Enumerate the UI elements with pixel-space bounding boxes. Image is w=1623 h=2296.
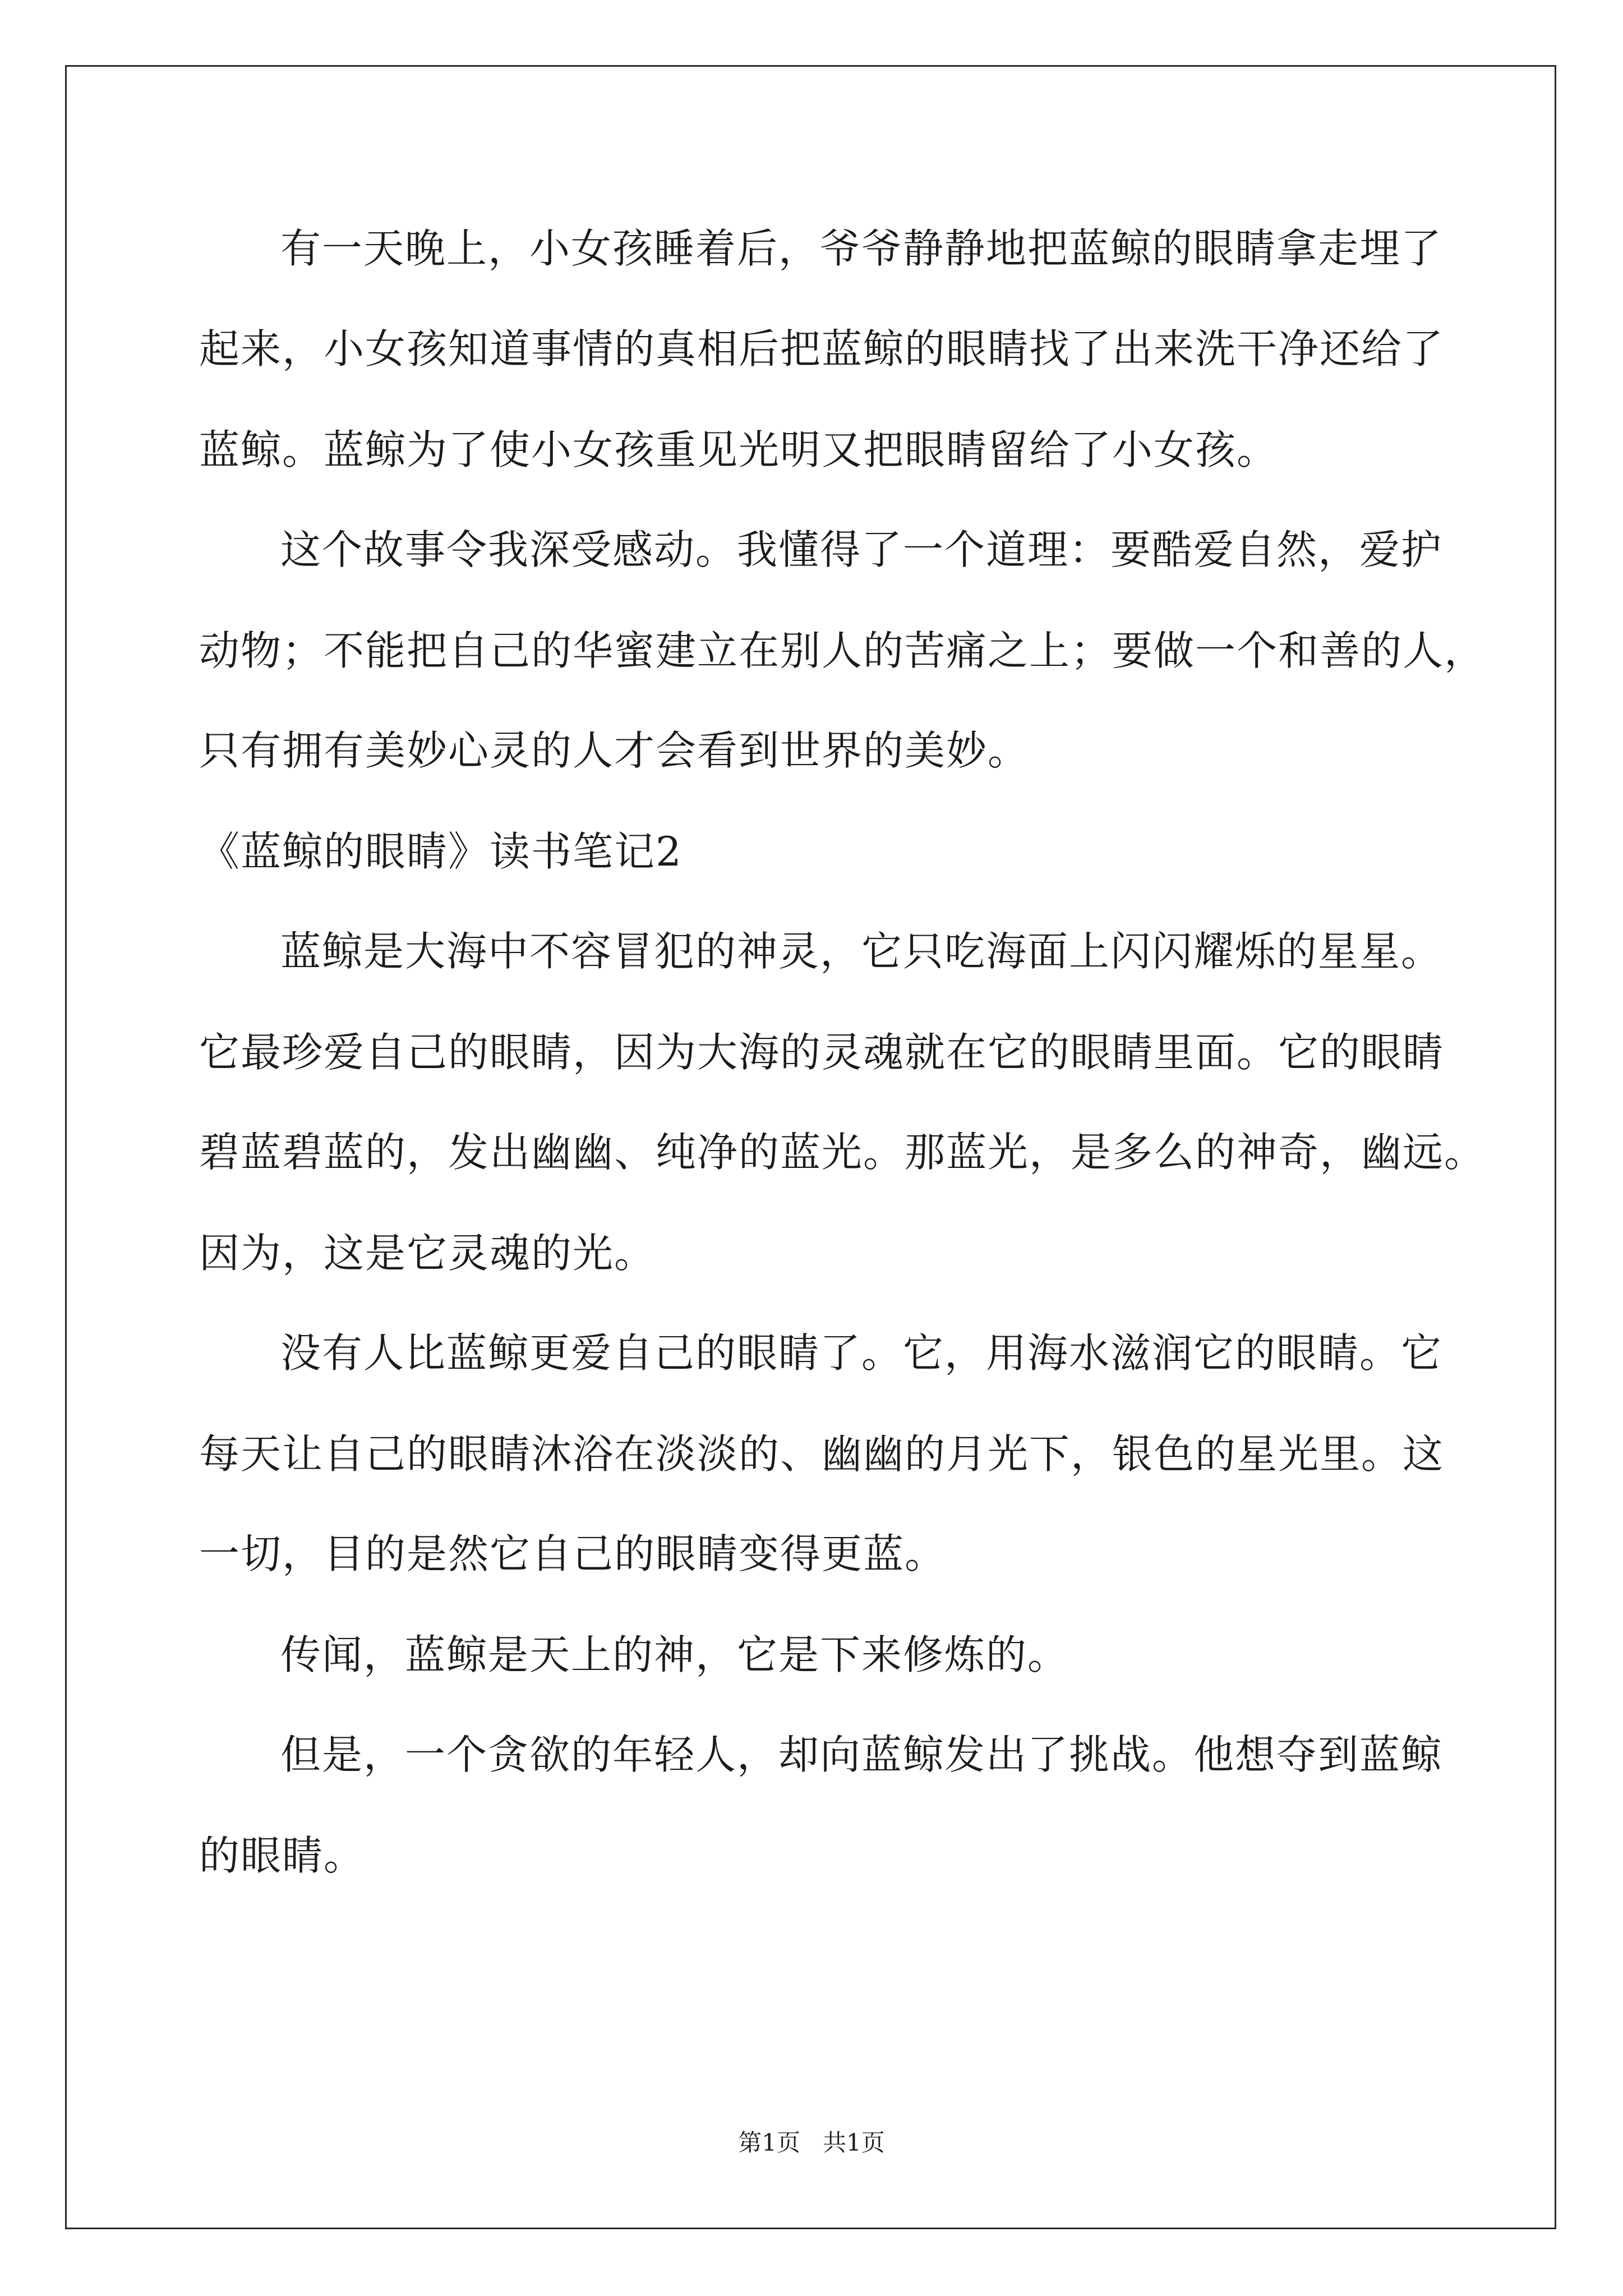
text-line: 一切，目的是然它自己的眼睛变得更蓝。 [199,1530,947,1577]
page-footer: 第1页 共1页 [738,2129,885,2156]
text-line: 因为，这是它灵魂的光。 [199,1230,656,1277]
text-line: 但是，一个贪欲的年轻人，却向蓝鲸发出了挑战。他想夺到蓝鲸 [280,1731,1443,1778]
text-line: 只有拥有美妙心灵的人才会看到世界的美妙。 [199,727,1030,774]
text-line: 起来，小女孩知道事情的真相后把蓝鲸的眼睛找了出来洗干净还给了 [199,325,1445,372]
text-line: 碧蓝碧蓝的，发出幽幽、纯净的蓝光。那蓝光，是多么的神奇，幽远。 [199,1129,1486,1176]
text-line: 蓝鲸是大海中不容冒犯的神灵，它只吃海面上闪闪耀烁的星星。 [280,928,1443,975]
text-line: 动物；不能把自己的华蜜建立在别人的苦痛之上；要做一个和善的人， [199,627,1486,674]
text-line: 它最珍爱自己的眼睛，因为大海的灵魂就在它的眼睛里面。它的眼睛 [199,1029,1445,1076]
text-line: 这个故事令我深受感动。我懂得了一个道理：要酷爱自然，爱护 [280,526,1443,573]
text-line: 蓝鲸。蓝鲸为了使小女孩重见光明又把眼睛留给了小女孩。 [199,426,1279,473]
text-line: 没有人比蓝鲸更爱自己的眼睛了。它，用海水滋润它的眼睛。它 [280,1329,1443,1377]
section-heading: 《蓝鲸的眼睛》读书笔记2 [199,828,683,875]
text-line: 每天让自己的眼睛沐浴在淡淡的、幽幽的月光下，银色的星光里。这 [199,1430,1445,1478]
text-line: 的眼睛。 [199,1832,366,1879]
text-line: 有一天晚上，小女孩睡着后，爷爷静静地把蓝鲸的眼睛拿走埋了 [280,225,1443,272]
text-line: 传闻，蓝鲸是天上的神，它是下来修炼的。 [280,1631,1069,1678]
